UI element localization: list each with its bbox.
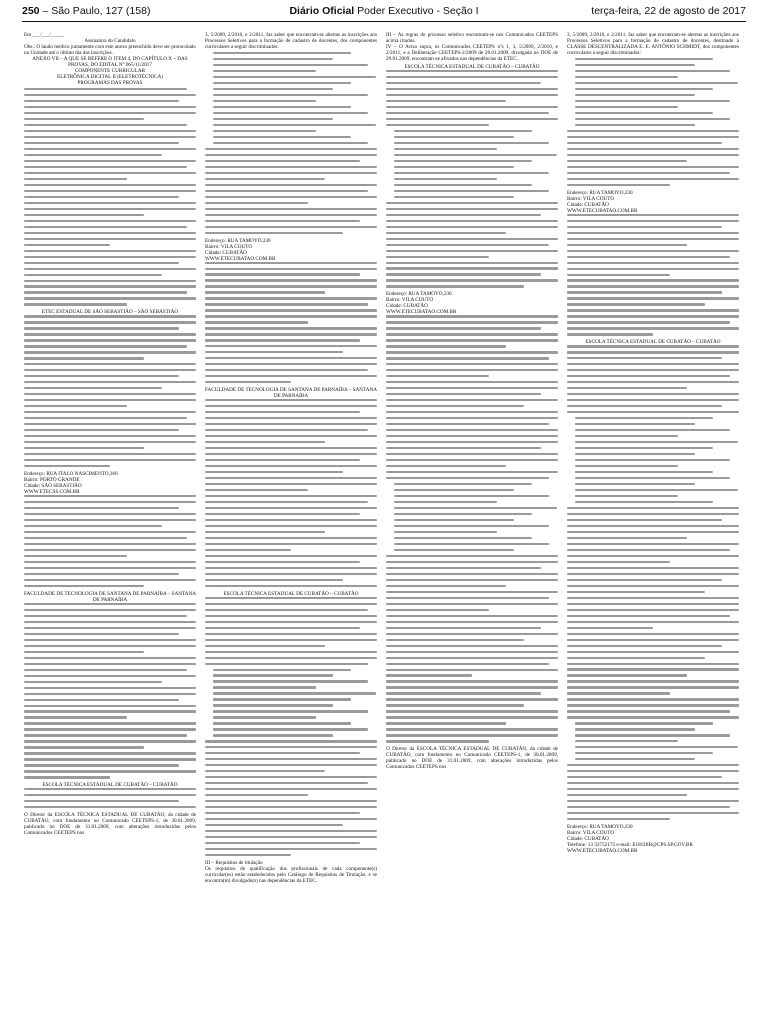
section-heading: ESCOLA TÉCNICA ESTADUAL DE CUBATÃO – CUBATÃO bbox=[404, 64, 540, 70]
journal-name-bold: Diário Oficial bbox=[289, 5, 355, 17]
text-lines bbox=[567, 58, 739, 186]
address-line: Cidade: CUBATÃO bbox=[567, 201, 609, 208]
address-line: Bairro: VILA COUTO bbox=[386, 297, 434, 304]
section-heading: ELETRÔNICA DIGITAL II (ELETROTÉCNICA) bbox=[57, 74, 163, 80]
section-heading: FACULDADE DE TECNOLOGIA DE SANTANA DE PARNAÍBA – SANTANA DE PARNAÍBA bbox=[205, 387, 377, 400]
address-line: Endereço: RUA TAMOYO,230 bbox=[386, 291, 452, 298]
section-heading: PROGRAMAS DAS PROVAS bbox=[77, 80, 143, 86]
section-heading: ANEXO VII – A QUE SE REFERE O ITEM 4, DO CAPÍTULO X – DAS PROVAS, DO EDITAL N° 065/11/2017 bbox=[32, 56, 188, 68]
address-line: Bairro: VILA COUTO bbox=[567, 195, 615, 202]
address-line: Bairro: VILA COUTO bbox=[567, 830, 615, 837]
address-line: Endereço: RUA ITALO NASCIMENTO,366 bbox=[24, 471, 118, 478]
location: – São Paulo, 127 (158) bbox=[42, 5, 151, 17]
paragraph: Obs.: O laudo médico juntamente com este anexo preenchido deve ser protocolado na Unidade até o último dia das inscrições. bbox=[24, 44, 196, 56]
text-lines bbox=[567, 345, 739, 820]
paragraph: O Diretor da ESCOLA TÉCNICA ESTADUAL DE CUBATÃO, da cidade de CUBATÃO, com fundamento no Comunicado CEETEPS-1, de 30.01.2009, publicado no DOE de 31.01.2009, com alterações introduzidas pelos Comunicados CEETEPS nos bbox=[24, 812, 196, 837]
page-header bbox=[22, 3, 746, 31]
paragraph: Assinatura do Candidato bbox=[84, 38, 136, 44]
section-heading: ESCOLA TÉCNICA ESTADUAL DE CUBATÃO – CUBATÃO bbox=[585, 339, 721, 346]
paragraph: III – As regras do processo seletivo encontram-se nos Comunicados CEETEPS acima citados. bbox=[386, 32, 558, 44]
section-heading: ESCOLA TÉCNICA ESTADUAL DE CUBATÃO – CUBATÃO bbox=[42, 782, 178, 789]
address-line: Endereço: RUA TAMOYO,230 bbox=[205, 237, 271, 244]
paragraph: Os requisitos de qualificação dos profissionais de cada componente(s) curricular(es) estão estabelecidos pelo Catálogo de Requisitos de Titulação, e se encontra(m) divulgado(s) nas dependências da ETEC. bbox=[205, 866, 377, 884]
address-line: WWW.ETECUBATAO.COM.BR bbox=[386, 309, 457, 316]
text-lines bbox=[24, 603, 196, 779]
section-heading: ETEC ESTADUAL DE SÃO SEBASTIÃO – SÃO SEBASTIÃO bbox=[41, 309, 179, 316]
text-column-1 bbox=[24, 32, 196, 1018]
publication-date: terça-feira, 22 de agosto de 2017 bbox=[591, 5, 746, 17]
address-line: WWW.ETECSS.COM.BR bbox=[24, 489, 80, 496]
paragraph: 3, 5/2009, 2/2010, e 2/2011, faz saber que encontram-se abertas as inscrições aos Processos Seletivos para a formação de cadastro de docentes, dos componentes curriculares a seguir discriminados: bbox=[205, 32, 377, 50]
address-line: Endereço: RUA TAMOYO,230 bbox=[567, 824, 633, 831]
text-column-3 bbox=[386, 32, 558, 1018]
address-line: Bairro: PORTO GRANDE bbox=[24, 477, 80, 484]
text-lines bbox=[24, 788, 196, 808]
paragraph: O Diretor da ESCOLA TÉCNICA ESTADUAL DE CUBATÃO, da cidade de CUBATÃO, com fundamento no Comunicado CEETEPS-1, de 30.01.2009, publicado no DOE de 31.01.2009, com alterações introduzidas pelos Comunicados CEETEPS nos bbox=[386, 746, 558, 771]
page-number: 250 bbox=[22, 5, 40, 17]
section-heading: ESCOLA TÉCNICA ESTADUAL DE CUBATÃO – CUBATÃO bbox=[223, 590, 359, 597]
text-lines bbox=[567, 214, 739, 336]
paragraph: IV – O Aviso supra, os Comunicados CEETEPS nºs 1, 3, 5/2009, 2/2010, e 2/2011, e a Deliberação CEETEPS-2/2009 de 28.01.2009, divulgada no DOE de 29.01.2009, encontram-se afixados nas dependências da ETEC. bbox=[386, 44, 558, 62]
address-line: WWW.ETECUBATAO.COM.BR bbox=[205, 255, 276, 262]
address-line: Cidade: CUBATÃO bbox=[205, 249, 247, 256]
section-heading: COMPONENTE CURRICULAR bbox=[74, 68, 146, 74]
text-lines bbox=[24, 315, 196, 467]
address-line: Endereço: RUA TAMOYO,230 bbox=[567, 189, 633, 196]
text-column-4 bbox=[567, 32, 739, 1018]
address-line: Telefone: 13 33752175 e-mail: E181DIR@CPS.SP.GOV.BR bbox=[567, 842, 693, 849]
address-line: Cidade: CUBATÃO bbox=[567, 836, 609, 843]
text-lines bbox=[24, 495, 196, 587]
address-line: Bairro: VILA COUTO bbox=[205, 243, 253, 250]
journal-name-rest: Poder Executivo - Seção I bbox=[357, 5, 479, 17]
paragraph: Em ___/___/_____ bbox=[24, 32, 64, 38]
paragraph: III – Requisitos de titulação bbox=[205, 860, 263, 866]
text-column-2 bbox=[205, 32, 377, 1018]
address-line: WWW.ETECUBATAO.COM.BR bbox=[567, 848, 638, 855]
text-lines bbox=[205, 597, 377, 857]
text-lines bbox=[205, 399, 377, 587]
text-lines bbox=[205, 262, 377, 384]
text-lines bbox=[24, 88, 196, 306]
text-lines bbox=[205, 52, 377, 234]
header-divider bbox=[22, 21, 746, 22]
address-line: Cidade: SÃO SEBASTIÃO bbox=[24, 483, 82, 490]
paragraph: 3, 5/2009, 2/2010, e 2/2011, faz saber que encontram-se abertas as inscrições aos Processos Seletivos para a formação de cadastro de docentes, destinado à CLASSE DESCENTRALIZADA E. E. ANTÔNIO SCHMIDT, dos componentes curriculares a seguir discriminados: bbox=[567, 32, 739, 56]
section-heading: FACULDADE DE TECNOLOGIA DE SANTANA DE PARNAÍBA – SANTANA DE PARNAÍBA bbox=[24, 590, 196, 603]
text-lines bbox=[386, 315, 558, 742]
address-line: Cidade: CUBATÃO bbox=[386, 303, 428, 310]
address-line: WWW.ETECUBATAO.COM.BR bbox=[567, 207, 638, 214]
text-lines bbox=[386, 70, 558, 288]
